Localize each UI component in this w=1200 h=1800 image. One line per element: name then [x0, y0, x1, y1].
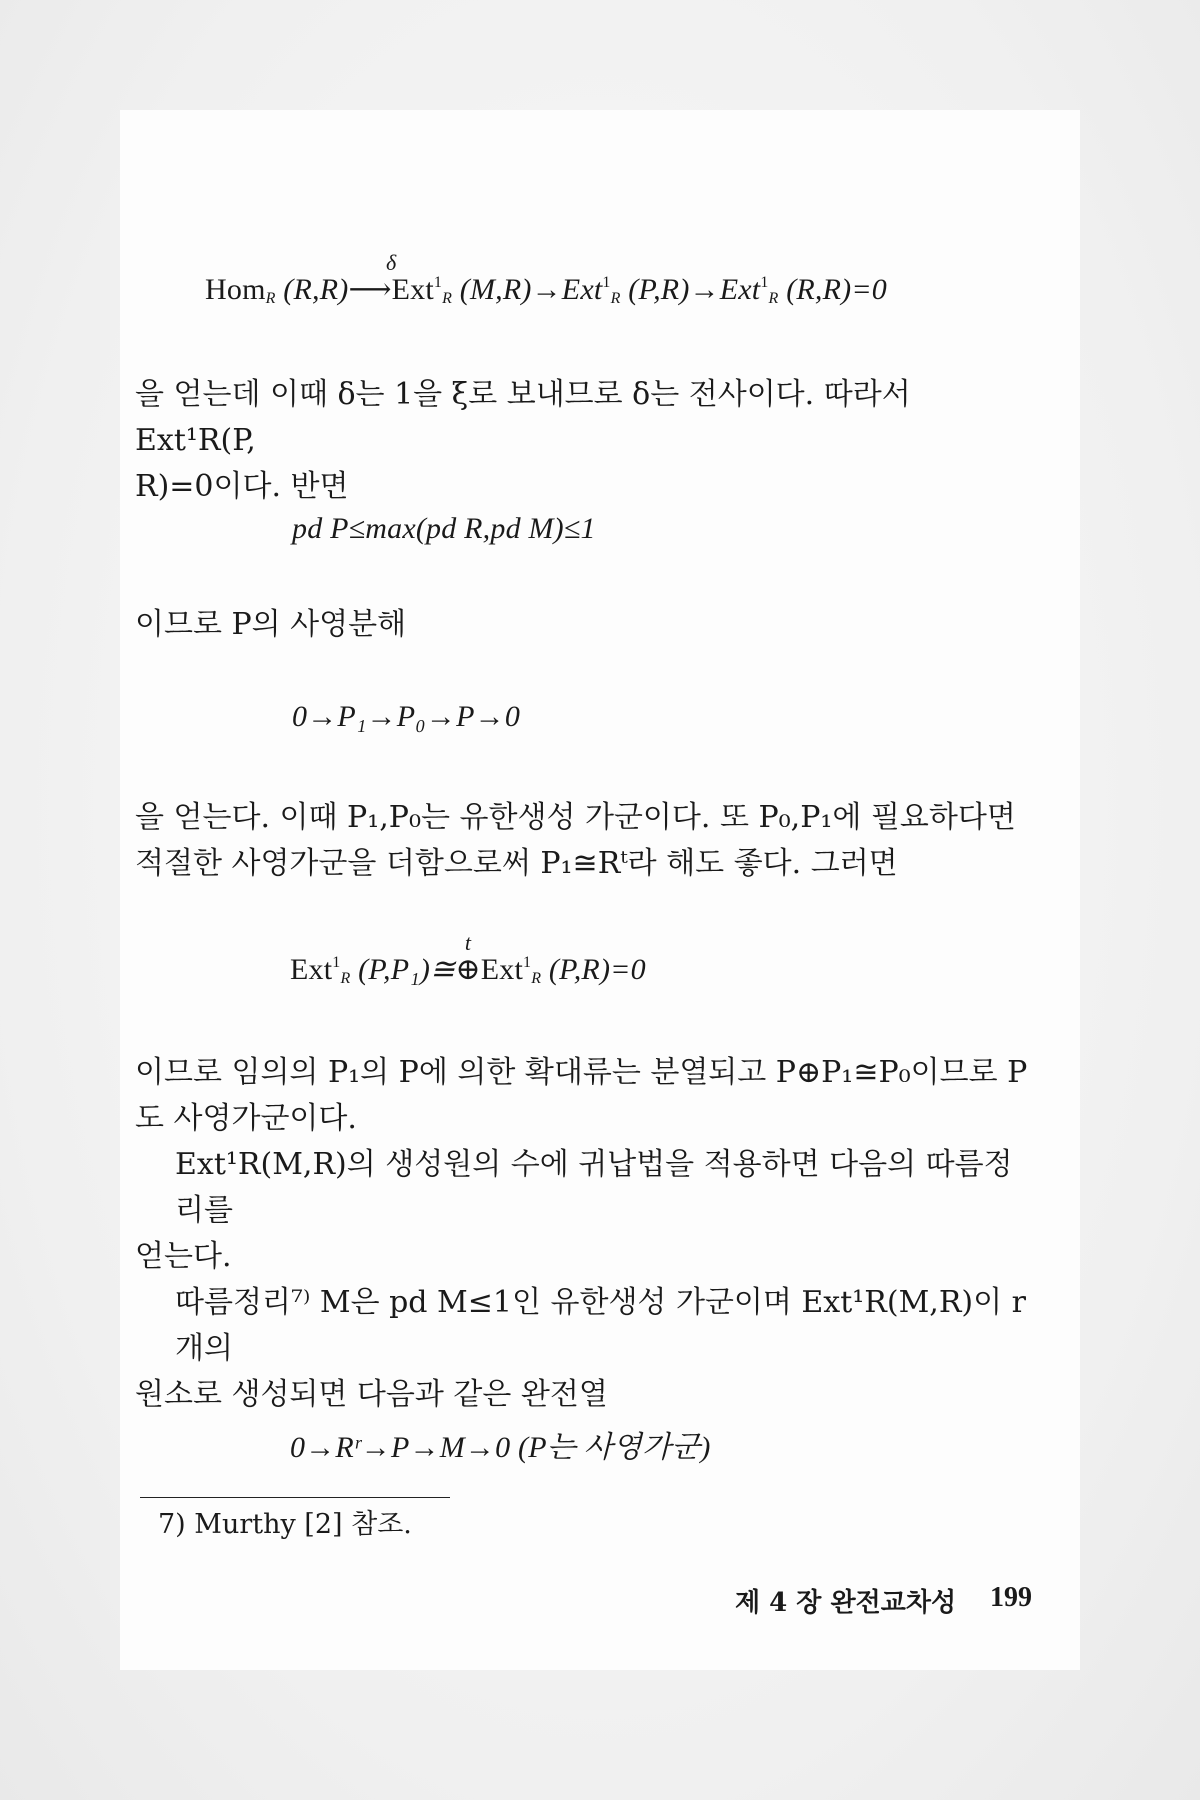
- equation-projective-resolution: 0→P₁→P₀→P→0: [292, 700, 521, 733]
- footnote-rule: [140, 1497, 450, 1498]
- equation-ext-direct-sum: Ext$^1_R$ (P,P₁)≅ t ⊕Ext$^1_R$ (P,R)=0: [290, 930, 646, 987]
- paragraph-1: 을 얻는데 이때 δ는 1을 ξ로 보내므로 δ는 전사이다. 따라서 Ext¹R(P, R)=0이다. 반면: [135, 377, 911, 504]
- paragraph-5: Ext¹R(M,R)의 생성원의 수에 귀납법을 적용하면 다음의 따름정리를 얻는다.: [135, 1147, 1013, 1274]
- footnote: 7) Murthy [2] 참조.: [158, 1509, 412, 1540]
- equation-exact-sequence-free: 0→Rʳ→P→M→0 (P는 사영가군): [290, 1431, 711, 1464]
- equation-projective-dimension: pd P≤max(pd R,pd M)≤1: [292, 512, 596, 545]
- paragraph-2: 이므로 P의 사영분해: [135, 607, 407, 642]
- equation-exact-sequence-hom: Hom$_R$ (R,R) δ ⟶Ext$^1_R$ (M,R)→Ext$^1_R$ (P,R)→Ext$^1_R$ (R,R)=0: [205, 250, 887, 307]
- corollary-paragraph: 따름정리⁷⁾ M은 pd M≤1인 유한생성 가군이며 Ext¹R(M,R)이 r개의 원소로 생성되면 다음과 같은 완전열: [135, 1285, 1026, 1412]
- page-number: 199: [990, 1582, 1032, 1613]
- paragraph-3: 을 얻는다. 이때 P₁,P₀는 유한생성 가군이다. 또 P₀,P₁에 필요하다면 적절한 사영가군을 더함으로써 P₁≅Rᵗ라 해도 좋다. 그러면: [135, 800, 1016, 881]
- paragraph-4: 이므로 임의의 P₁의 P에 의한 확대류는 분열되고 P⊕P₁≅P₀이므로 P 도 사영가군이다.: [135, 1055, 1028, 1136]
- running-head: 제 4 장 완전교차성: [735, 1588, 957, 1618]
